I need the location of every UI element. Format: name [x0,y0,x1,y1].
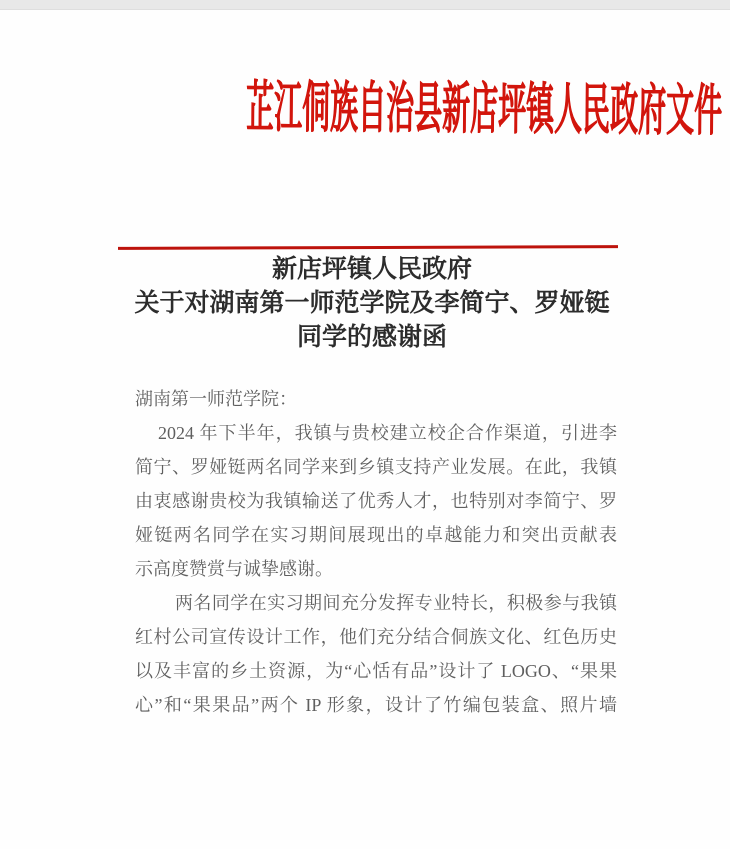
body-line: 两名同学在实习期间充分发挥专业特长，积极参与我镇 [175,593,617,613]
letterhead [8,77,730,143]
document-title-line-1: 新店坪镇人民政府 [271,256,472,283]
body-line: 心”和“果果品”两个 IP 形象，设计了竹编包装盒、照片墙 [135,695,617,715]
body-line: 以及丰富的乡土资源，为“心恬有品”设计了 LOGO、“果果 [135,661,617,681]
red-separator-line [118,245,618,250]
document-title [7,253,730,355]
document-title-line-2: 关于对湖南第一师范学院及李简宁、罗娅铤 [134,290,610,317]
document-title-line-3: 同学的感谢函 [296,324,447,351]
body-line: 娅铤两名同学在实习期间展现出的卓越能力和突出贡献表 [135,525,617,545]
body-line: 由衷感谢贵校为我镇输送了优秀人才，也特别对李简宁、罗 [135,491,617,511]
letterhead-title: 芷江侗族自治县新店坪镇人民政府文件 [245,77,723,143]
salutation: 湖南第一师范学院： [135,389,297,409]
letter-body [135,382,617,722]
body-line: 2024 年下半年，我镇与贵校建立校企合作渠道，引进李 [158,423,617,443]
scan-top-strip [0,0,730,10]
body-line: 示高度赞赏与诚挚感谢。 [135,559,333,579]
body-line: 红村公司宣传设计工作，他们充分结合侗族文化、红色历史 [135,627,617,647]
body-line: 简宁、罗娅铤两名同学来到乡镇支持产业发展。在此，我镇 [135,457,617,477]
